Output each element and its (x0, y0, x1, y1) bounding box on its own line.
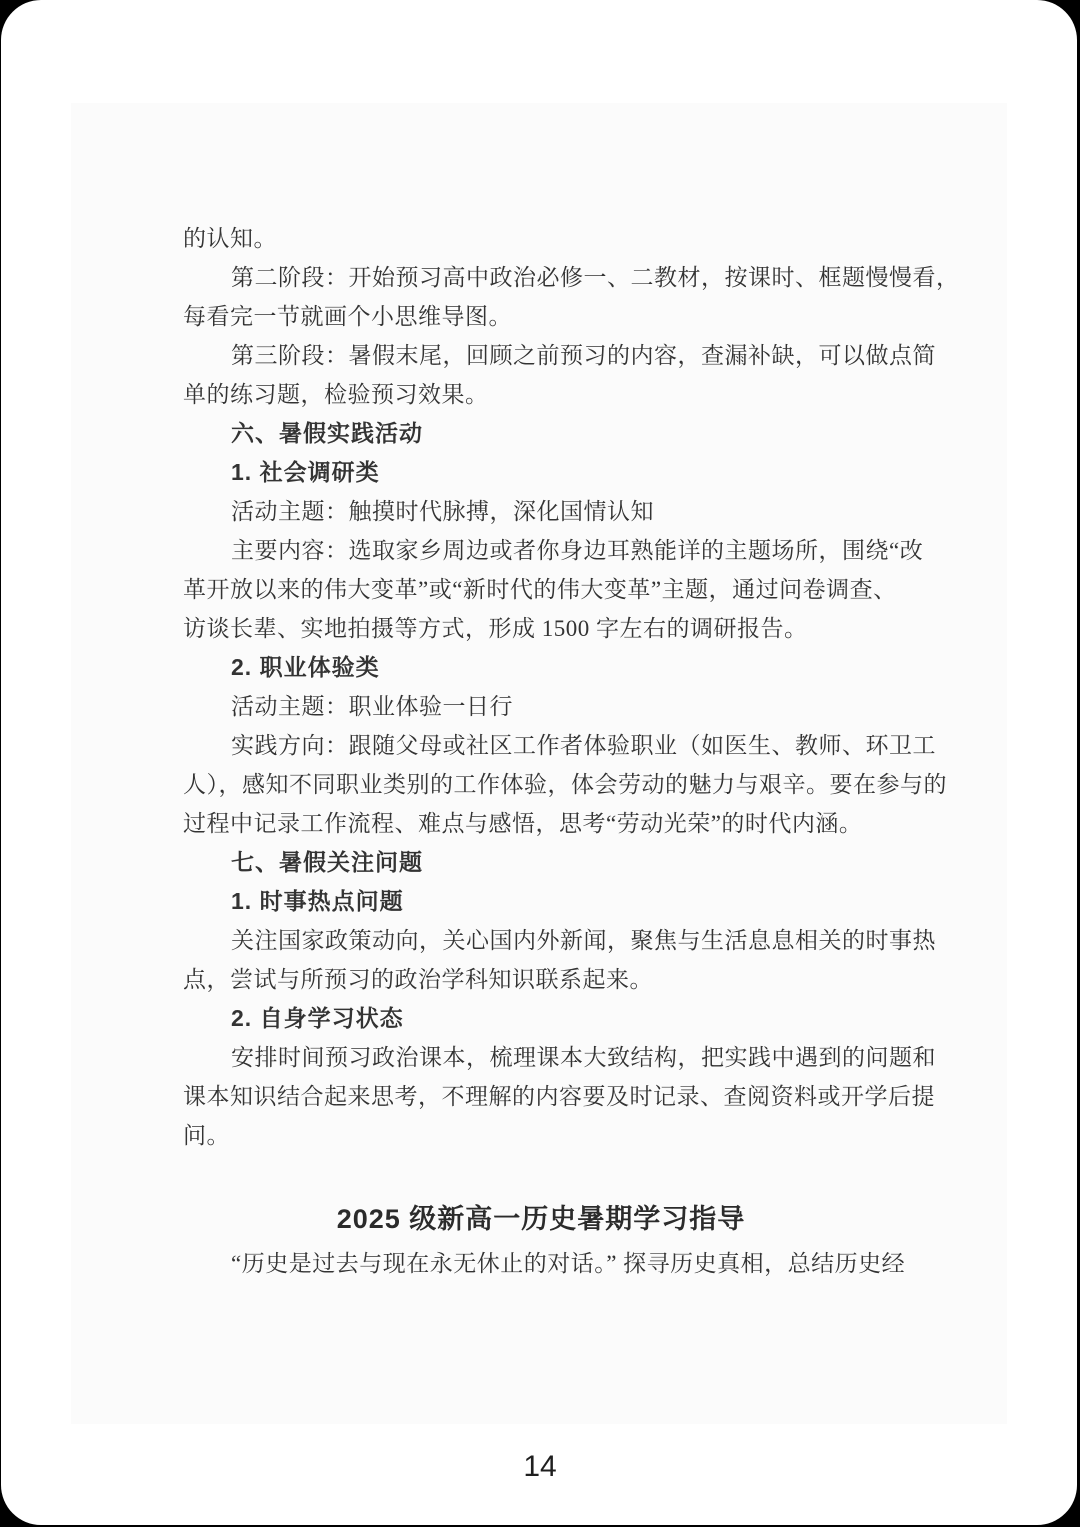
text-line: 访谈长辈、实地拍摄等方式，形成 1500 字左右的调研报告。 (183, 616, 808, 641)
text-line: 单的练习题，检验预习效果。 (183, 382, 489, 407)
text-line: 实践方向：跟随父母或社区工作者体验职业（如医生、教师、环卫工 (231, 733, 936, 758)
text-line: 安排时间预习政治课本，梳理课本大致结构，把实践中遇到的问题和 (231, 1045, 936, 1070)
text-line: 1. 时事热点问题 (231, 888, 404, 914)
text-line: 第三阶段：暑假末尾，回顾之前预习的内容，查漏补缺，可以做点简 (231, 343, 936, 368)
text-line: 主要内容：选取家乡周边或者你身边耳熟能详的主题场所，围绕“改 (231, 538, 924, 563)
text-line: 2. 自身学习状态 (231, 1005, 404, 1031)
text-line: 七、暑假关注问题 (231, 849, 423, 875)
text-line: “历史是过去与现在永无休止的对话。” 探寻历史真相，总结历史经 (231, 1251, 906, 1276)
text-line (183, 1155, 899, 1194)
text-line: 1. 社会调研类 (231, 459, 380, 485)
text-line: 六、暑假实践活动 (231, 420, 423, 446)
text-line: 的认知。 (183, 226, 277, 251)
text-line: 革开放以来的伟大变革”或“新时代的伟大变革”主题，通过问卷调查、 (183, 577, 897, 602)
document-text (183, 219, 960, 1283)
text-line: 2025 级新高一历史暑期学习指导 (336, 1204, 746, 1234)
text-line: 活动主题：职业体验一日行 (231, 694, 513, 719)
page-number: 14 (523, 1450, 557, 1483)
text-line: 问。 (183, 1123, 230, 1148)
text-line: 关注国家政策动向，关心国内外新闻，聚焦与生活息息相关的时事热 (231, 928, 936, 953)
text-line: 点，尝试与所预习的政治学科知识联系起来。 (183, 967, 653, 992)
text-line: 第二阶段：开始预习高中政治必修一、二教材，按课时、框题慢慢看， (231, 265, 960, 290)
text-line: 过程中记录工作流程、难点与感悟，思考“劳动光荣”的时代内涵。 (183, 811, 863, 836)
text-line: 活动主题：触摸时代脉搏，深化国情认知 (231, 499, 654, 524)
text-line: 课本知识结合起来思考，不理解的内容要及时记录、查阅资料或开学后提 (183, 1084, 935, 1109)
text-line: 人），感知不同职业类别的工作体验，体会劳动的魅力与艰辛。要在参与的 (183, 772, 947, 797)
text-line: 2. 职业体验类 (231, 654, 380, 680)
text-line: 每看完一节就画个小思维导图。 (183, 304, 512, 329)
